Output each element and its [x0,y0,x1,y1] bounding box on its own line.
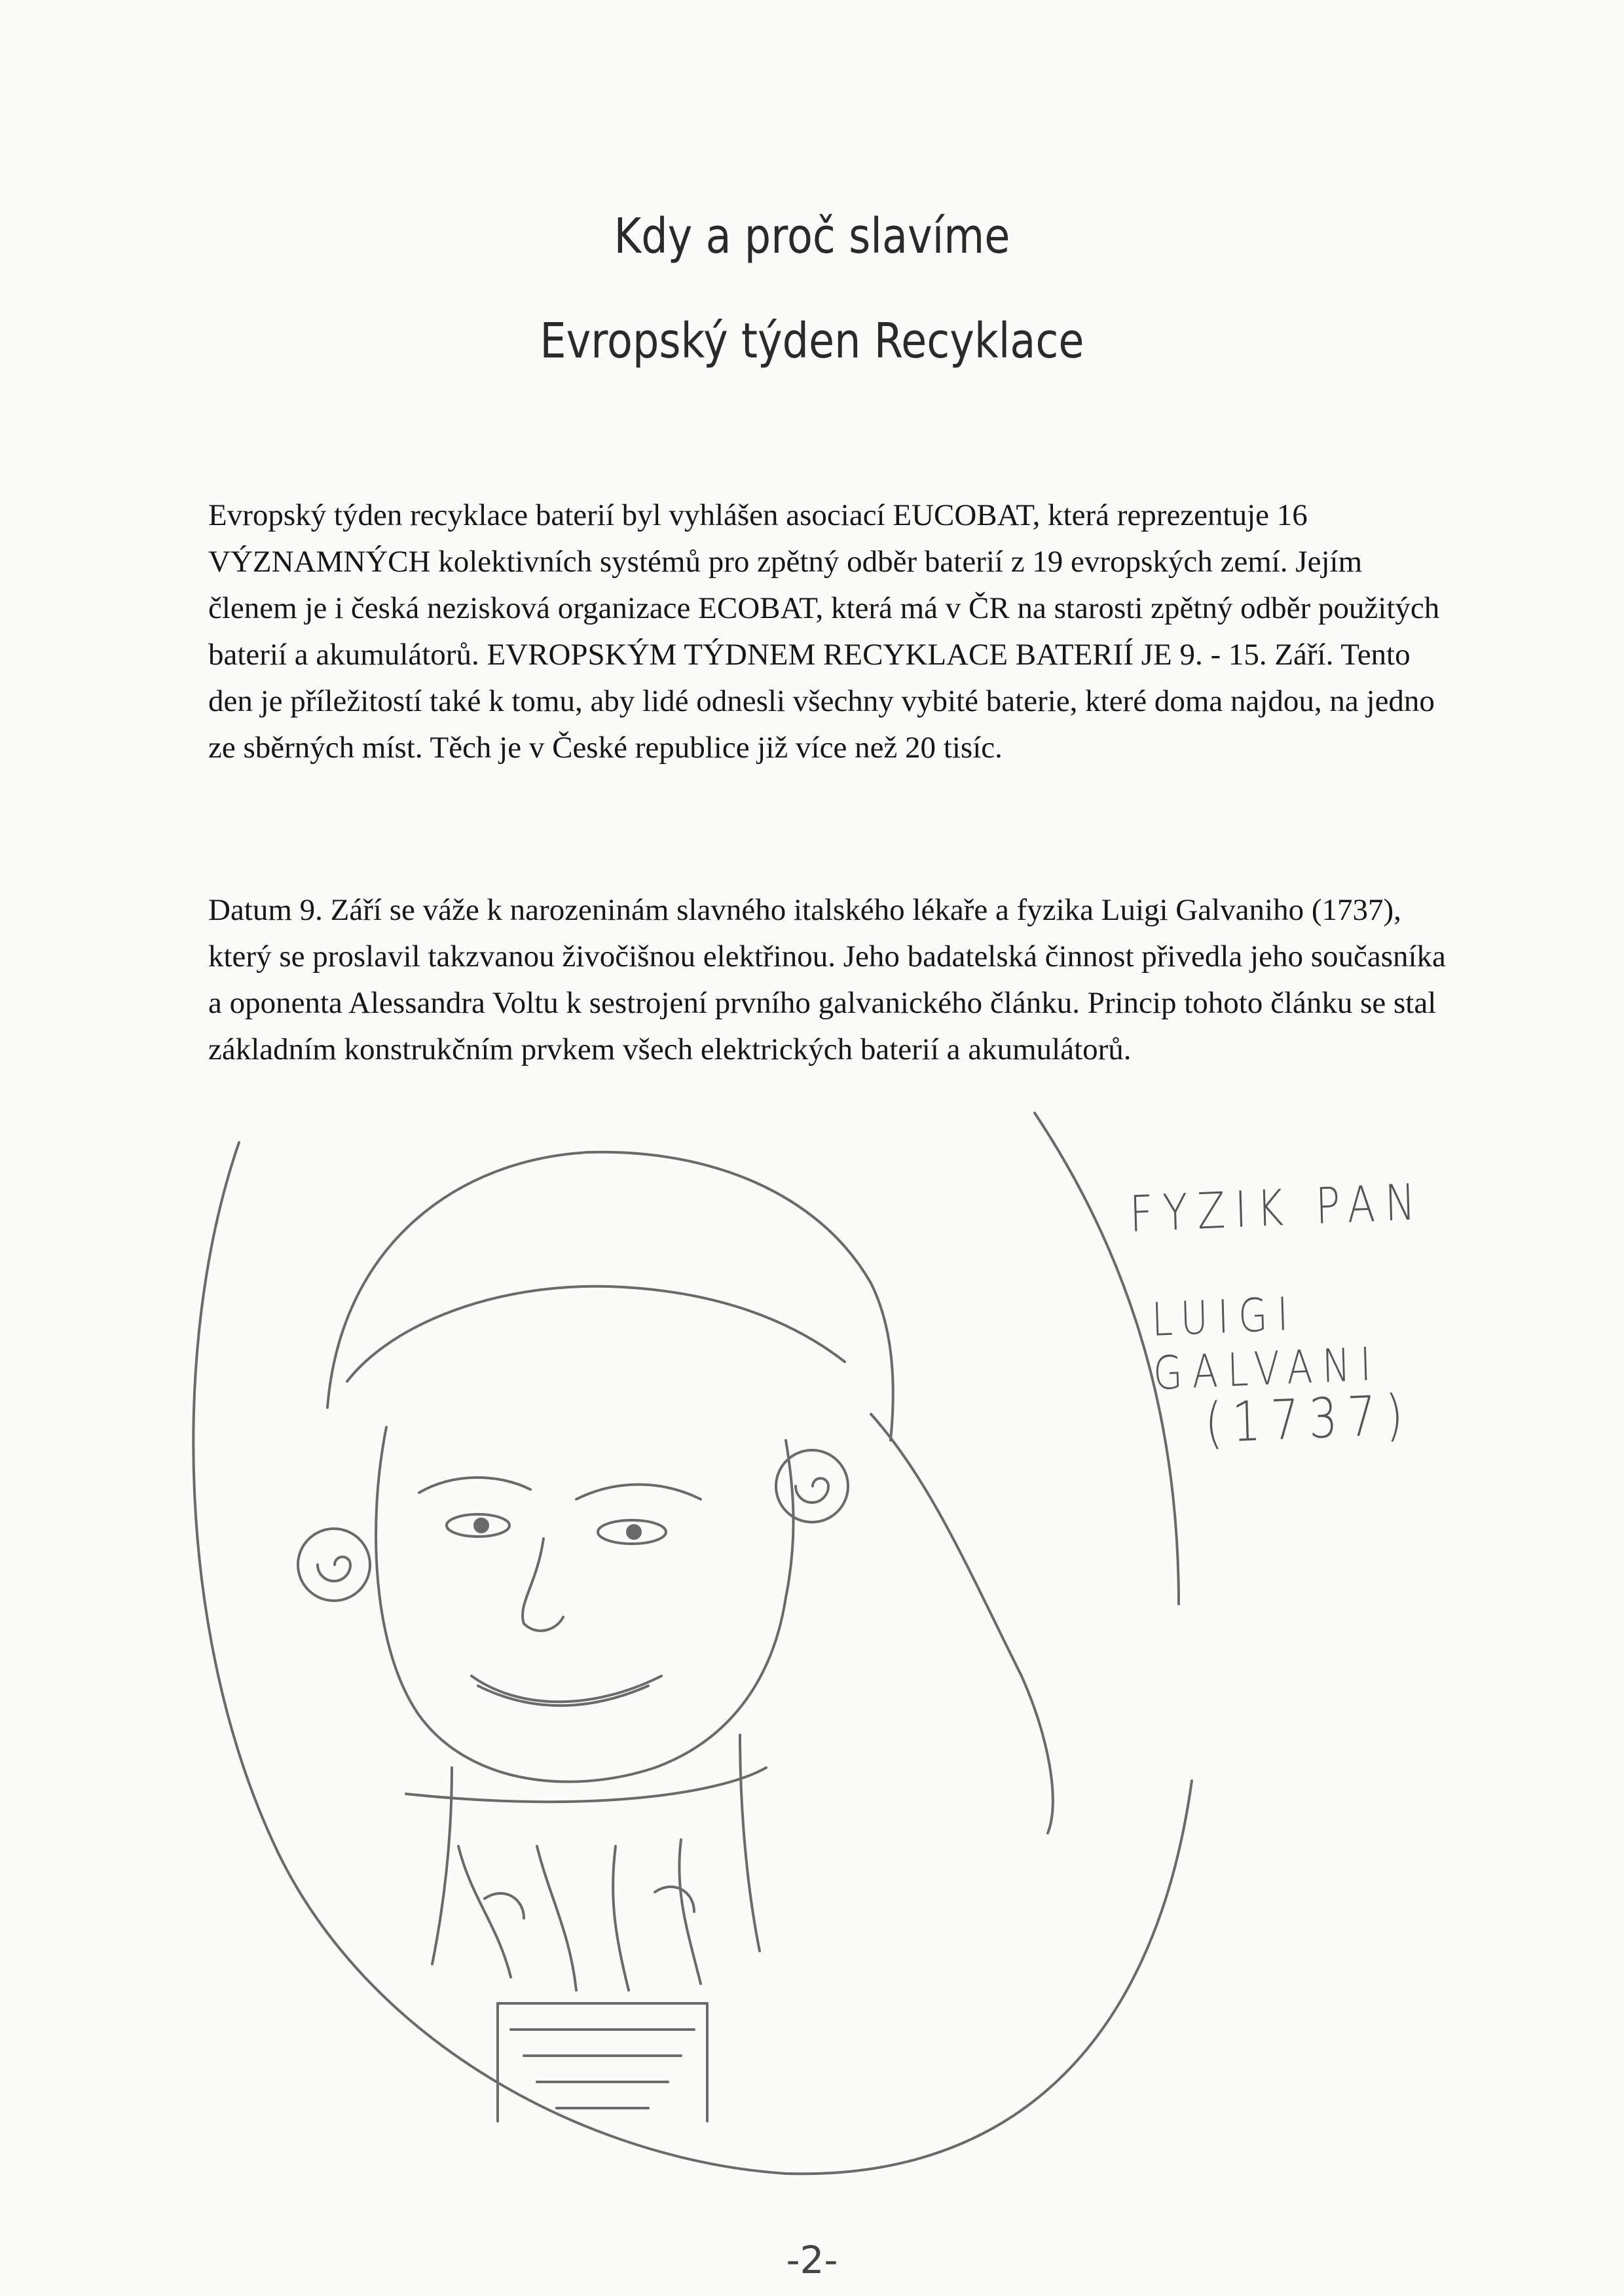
page-title-line-1: Kdy a proč slavíme [614,208,1010,264]
hair-outline [327,1152,893,1440]
paragraph-galvani: Datum 9. Září se váže k narozeninám slavného italského lékaře a fyzika Luigi Galvaniho (1737), který se proslavil takzvanou živočišnou elektřinou. Jeho badatelská činnost přivedla jeho současníka a oponenta Alessandra Voltu k sestrojení prvního galvanického článku. Princip tohoto článku se stal základním konstrukčním prvkem všech elektrických baterií a akumulátorů. [208,893,1446,1066]
handwritten-note-line-2: LUIGI GALVANI [1151,1286,1382,1400]
page-title-line-2: Evropský týden Recyklace [540,313,1084,369]
face-outline [376,1427,793,1781]
paragraph-recycling-week: Evropský týden recyklace baterií byl vyhlášen asociací EUCOBAT, která reprezentuje 16 VÝZNAMNÝCH kolektivních systémů pro zpětný odběr baterií z 19 evropských zemí. Jejím členem je i česká nezisková organizace ECOBAT, která má v ČR na starosti zpětný odběr použitých baterií a akumulátorů. EVROPSKÝM TÝDNEM RECYKLACE BATERIÍ JE 9. - 15. Září. Tento den je příležitostí také k tomu, aby lidé odnesli všechny vybité baterie, které doma najdou, na jedno ze sběrných míst. Těch je v České republice již více než 20 tisíc. [208,498,1440,765]
page-number: -2- [786,2238,838,2282]
handwritten-note-line-1: FYZIK PAN [1128,1172,1426,1243]
handwritten-note-line-3: (1737) [1204,1382,1414,1455]
oval-frame [193,1142,1192,2174]
